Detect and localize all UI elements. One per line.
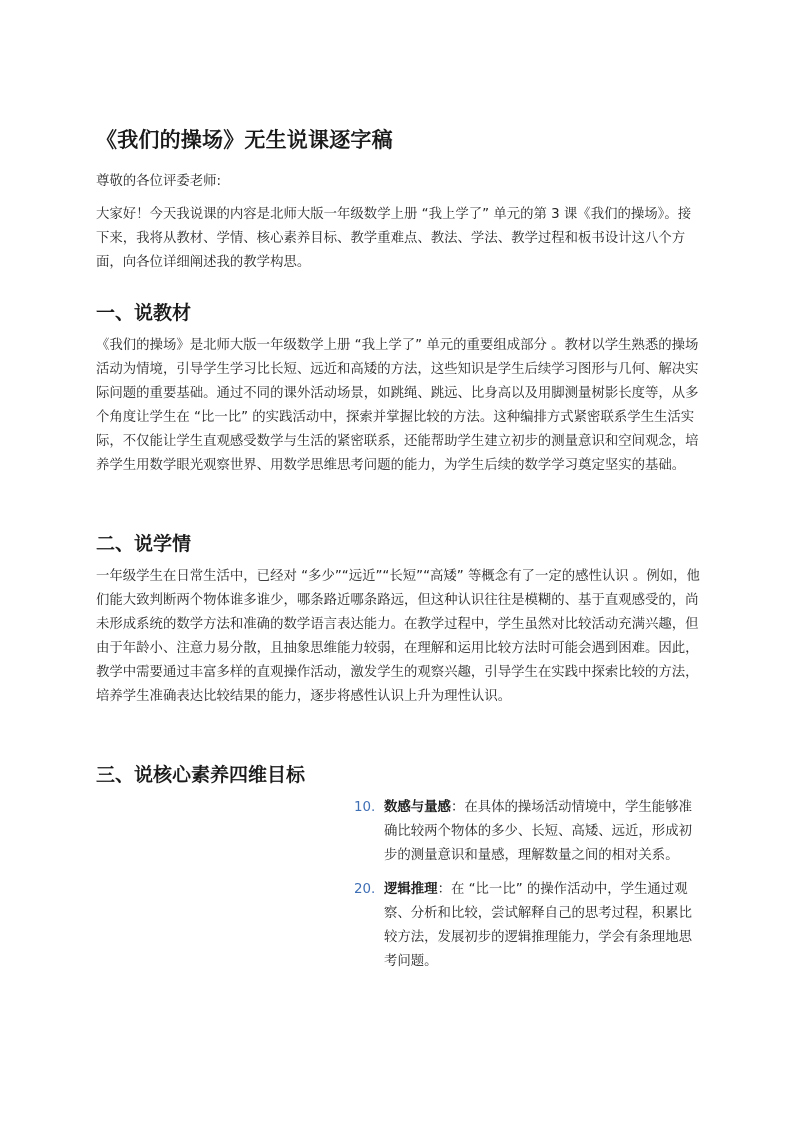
- page-title: 《我们的操场》无生说课逐字稿: [96, 128, 393, 152]
- greeting-paragraph: 尊敬的各位评委老师:: [96, 174, 222, 189]
- section-heading-goals: 三、说核心素养四维目标: [96, 764, 306, 786]
- goal-text: ：在具体的操场活动情境中，学生能够准确比较两个物体的多少、长短、高矮、远近，形成初步的测量意识和量感，理解数量之间的相对关系。: [384, 800, 692, 863]
- goals-list: [354, 796, 700, 984]
- list-item: [354, 796, 700, 868]
- goal-term: 数感与量感: [384, 800, 451, 815]
- list-item-number: 10.: [354, 800, 376, 815]
- section-heading-students: 二、说学情: [96, 533, 192, 555]
- list-item: [354, 878, 700, 974]
- goal-term: 逻辑推理: [384, 882, 438, 897]
- section-body-textbook: 《我们的操场》是北师大版一年级数学上册 “我上学了” 单元的重要组成部分 。教材以学生熟悉的操场活动为情境，引导学生学习比长短、远近和高矮的方法，这些知识是学生后续学习图形与几何、解决实际问题的重要基础。通过不同的课外活动场景，如跳绳、跳远、比身高以及用脚测量树影长度等，从多个角度让学生在 “比一比” 的实践活动中，探索并掌握比较的方法。这种编排方式紧密联系学生生活实际，不仅能让学生直观感受数学与生活的紧密联系，还能帮助学生建立初步的测量意识和空间观念，培养学生用数学眼光观察世界、用数学思维思考问题的能力，为学生后续的数学学习奠定坚实的基础。: [96, 338, 699, 473]
- goal-text: ：在 “比一比” 的操作活动中，学生通过观察、分析和比较，尝试解释自己的思考过程，积累比较方法，发展初步的逻辑推理能力，学会有条理地思考问题。: [384, 882, 692, 969]
- list-item-number: 20.: [354, 882, 376, 897]
- section-heading-textbook: 一、说教材: [96, 302, 192, 324]
- intro-paragraph: 大家好！今天我说课的内容是北师大版一年级数学上册 “我上学了” 单元的第 3 课《我们的操场》。接下来，我将从教材、学情、核心素养目标、教学重难点、教法、学法、教学过程和板书设计这八个方面，向各位详细阐述我的教学构思。: [96, 207, 692, 270]
- section-body-students: 一年级学生在日常生活中，已经对 “多少”“远近”“长短”“高矮” 等概念有了一定的感性认识 。例如，他们能大致判断两个物体谁多谁少，哪条路近哪条路远，但这种认识往往是模糊的、基于直观感受的，尚未形成系统的数学方法和准确的数学语言表达能力。在教学过程中，学生虽然对比较活动充满兴趣，但由于年龄小、注意力易分散，且抽象思维能力较弱，在理解和运用比较方法时可能会遇到困难。因此，教学中需要通过丰富多样的直观操作活动，激发学生的观察兴趣，引导学生在实践中探索比较的方法，培养学生准确表达比较结果的能力，逐步将感性认识上升为理性认识。: [96, 569, 700, 704]
